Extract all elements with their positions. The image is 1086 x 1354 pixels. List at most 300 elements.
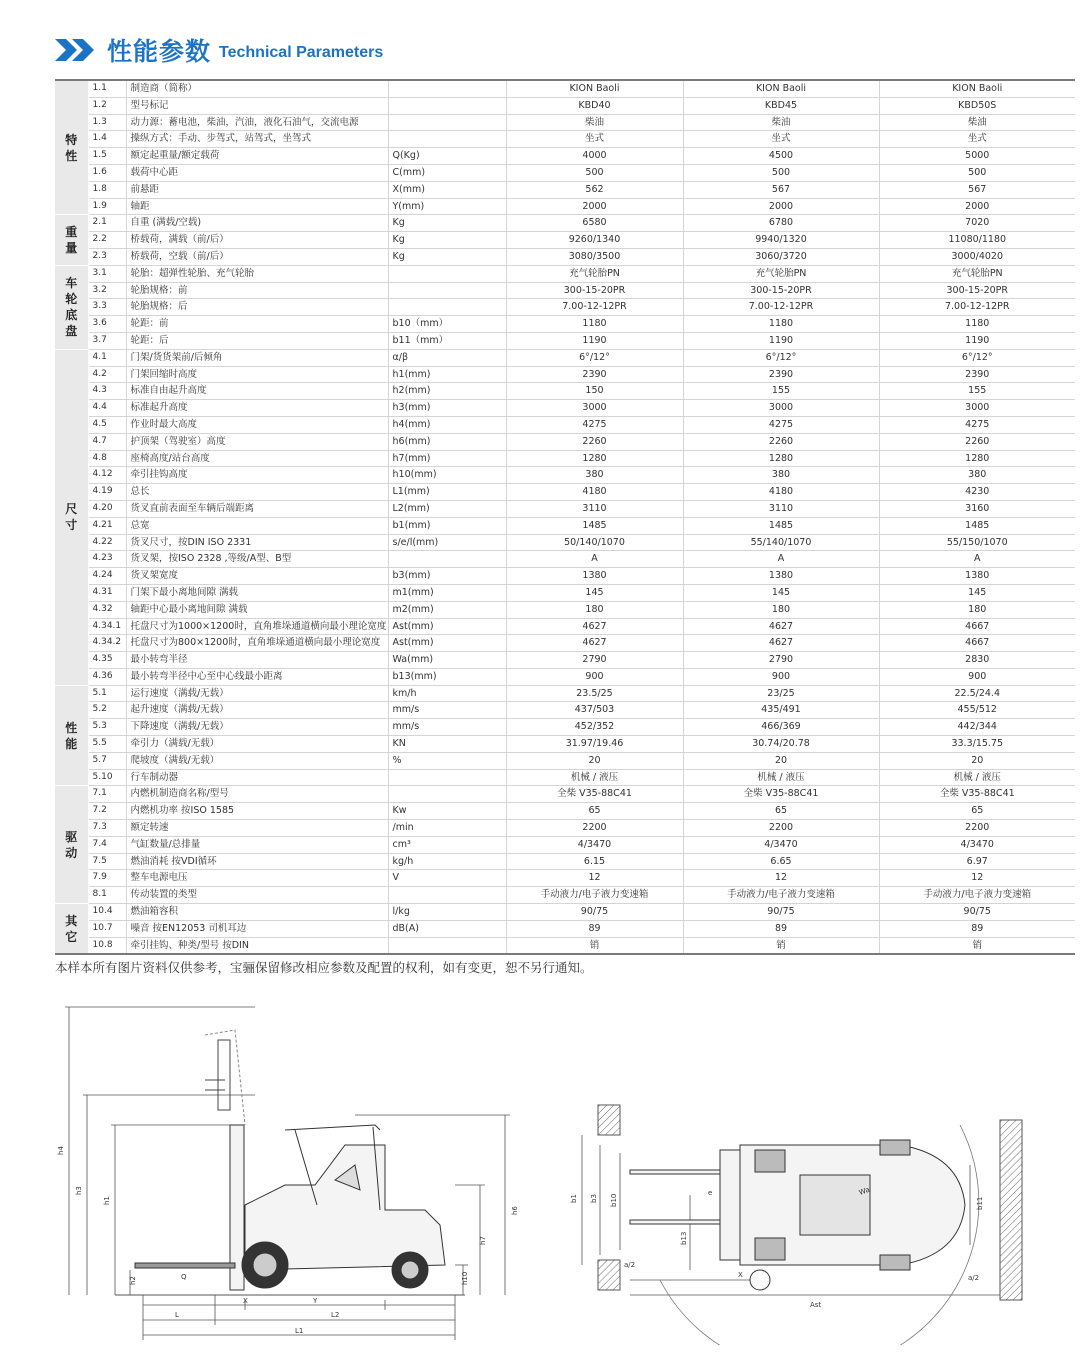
value-kbd45: 坐式 xyxy=(683,131,879,148)
table-row xyxy=(55,652,1075,669)
param-unit: dB(A) xyxy=(388,920,506,937)
param-number: 5.2 xyxy=(88,702,126,719)
value-kbd45: 4/3470 xyxy=(683,836,879,853)
svg-text:X: X xyxy=(738,1271,743,1279)
value-kbd45: 1190 xyxy=(683,332,879,349)
value-kbd50s: 442/344 xyxy=(879,719,1075,736)
value-kbd50s: 11080/1180 xyxy=(879,232,1075,249)
value-kbd50s: 4667 xyxy=(879,635,1075,652)
value-kbd40: 3000 xyxy=(506,400,683,417)
table-row xyxy=(55,601,1075,618)
table-row xyxy=(55,685,1075,702)
table-row xyxy=(55,366,1075,383)
param-number: 7.2 xyxy=(88,803,126,820)
value-kbd45: 6.65 xyxy=(683,853,879,870)
value-kbd40: 437/503 xyxy=(506,702,683,719)
param-description: 门架/货货架前/后倾角 xyxy=(126,349,388,366)
param-number: 4.36 xyxy=(88,668,126,685)
svg-text:Ast: Ast xyxy=(810,1301,822,1309)
table-row xyxy=(55,467,1075,484)
param-number: 2.3 xyxy=(88,248,126,265)
param-unit: h7(mm) xyxy=(388,450,506,467)
table-row xyxy=(55,517,1075,534)
param-number: 4.35 xyxy=(88,652,126,669)
value-kbd50s: 90/75 xyxy=(879,904,1075,921)
param-number: 7.3 xyxy=(88,820,126,837)
param-unit xyxy=(388,114,506,131)
param-description: 燃油箱容积 xyxy=(126,904,388,921)
value-kbd45: 3110 xyxy=(683,500,879,517)
value-kbd45: 4500 xyxy=(683,148,879,165)
svg-text:h3: h3 xyxy=(75,1186,83,1195)
table-row xyxy=(55,769,1075,786)
param-description: 自重 (满载/空载) xyxy=(126,215,388,232)
value-kbd50s: 300-15-20PR xyxy=(879,282,1075,299)
value-kbd50s: KION Baoli xyxy=(879,80,1075,97)
table-row xyxy=(55,635,1075,652)
value-kbd40: 坐式 xyxy=(506,131,683,148)
value-kbd45: 全柴 V35-88C41 xyxy=(683,786,879,803)
param-description: 托盘尺寸为800×1200时，直角堆垛通道横向最小理论宽度 xyxy=(126,635,388,652)
value-kbd45: 55/140/1070 xyxy=(683,534,879,551)
param-number: 10.8 xyxy=(88,937,126,954)
top-view-drawing xyxy=(560,1095,1030,1345)
svg-text:h6: h6 xyxy=(511,1206,519,1215)
value-kbd45: 2200 xyxy=(683,820,879,837)
value-kbd40: 机械 / 液压 xyxy=(506,769,683,786)
value-kbd45: 2260 xyxy=(683,433,879,450)
table-row xyxy=(55,870,1075,887)
value-kbd50s: 2260 xyxy=(879,433,1075,450)
table-row xyxy=(55,937,1075,954)
value-kbd50s: 坐式 xyxy=(879,131,1075,148)
param-description: 起升速度（满载/无载） xyxy=(126,702,388,719)
param-description: 货叉架，按ISO 2328 ,等级/A型、B型 xyxy=(126,551,388,568)
value-kbd45: 4627 xyxy=(683,635,879,652)
value-kbd40: 2000 xyxy=(506,198,683,215)
param-unit: % xyxy=(388,752,506,769)
value-kbd40: 1485 xyxy=(506,517,683,534)
value-kbd45: 3000 xyxy=(683,400,879,417)
value-kbd45: 155 xyxy=(683,383,879,400)
param-description: 轮胎规格：后 xyxy=(126,299,388,316)
param-unit: Q(Kg) xyxy=(388,148,506,165)
param-number: 7.5 xyxy=(88,853,126,870)
param-unit: b3(mm) xyxy=(388,568,506,585)
param-number: 1.4 xyxy=(88,131,126,148)
side-view-drawing xyxy=(55,995,545,1350)
value-kbd50s: 7.00-12-12PR xyxy=(879,299,1075,316)
svg-text:b11: b11 xyxy=(976,1196,984,1210)
value-kbd40: 3110 xyxy=(506,500,683,517)
param-description: 动力源：蓄电池，柴油，汽油，液化石油气，交流电源 xyxy=(126,114,388,131)
param-description: 货叉尺寸，按DIN ISO 2331 xyxy=(126,534,388,551)
table-row xyxy=(55,248,1075,265)
group-label-text: 特性 xyxy=(65,132,78,163)
value-kbd45: 23/25 xyxy=(683,685,879,702)
param-description: 托盘尺寸为1000×1200时，直角堆垛通道横向最小理论宽度 xyxy=(126,618,388,635)
table-row xyxy=(55,568,1075,585)
value-kbd45: 4275 xyxy=(683,416,879,433)
svg-text:Q: Q xyxy=(181,1273,187,1281)
param-description: 前悬距 xyxy=(126,181,388,198)
value-kbd40: 145 xyxy=(506,584,683,601)
param-unit xyxy=(388,265,506,282)
value-kbd50s: 2830 xyxy=(879,652,1075,669)
param-number: 3.7 xyxy=(88,332,126,349)
param-description: 行车制动器 xyxy=(126,769,388,786)
svg-text:L1: L1 xyxy=(295,1327,304,1335)
value-kbd50s: 1485 xyxy=(879,517,1075,534)
param-description: 门架回缩时高度 xyxy=(126,366,388,383)
param-number: 4.34.2 xyxy=(88,635,126,652)
svg-text:X: X xyxy=(243,1297,248,1305)
param-number: 5.1 xyxy=(88,685,126,702)
group-label-text: 其它 xyxy=(65,913,78,944)
value-kbd50s: 567 xyxy=(879,181,1075,198)
param-unit: h2(mm) xyxy=(388,383,506,400)
value-kbd50s: 155 xyxy=(879,383,1075,400)
table-row xyxy=(55,803,1075,820)
param-unit: Kg xyxy=(388,248,506,265)
value-kbd40: 50/140/1070 xyxy=(506,534,683,551)
value-kbd45: 466/369 xyxy=(683,719,879,736)
value-kbd50s: 89 xyxy=(879,920,1075,937)
value-kbd50s: 20 xyxy=(879,752,1075,769)
value-kbd45: 30.74/20.78 xyxy=(683,736,879,753)
param-number: 3.2 xyxy=(88,282,126,299)
svg-text:L: L xyxy=(175,1311,179,1319)
table-row xyxy=(55,484,1075,501)
value-kbd45: 6780 xyxy=(683,215,879,232)
value-kbd40: 452/352 xyxy=(506,719,683,736)
param-number: 1.8 xyxy=(88,181,126,198)
param-unit: L1(mm) xyxy=(388,484,506,501)
group-label-text: 重量 xyxy=(65,225,78,256)
table-row xyxy=(55,887,1075,904)
param-number: 8.1 xyxy=(88,887,126,904)
group-label-text: 车轮底盘 xyxy=(65,276,78,339)
svg-text:Y: Y xyxy=(313,1297,318,1305)
svg-text:a/2: a/2 xyxy=(624,1261,636,1269)
svg-text:b10: b10 xyxy=(610,1193,618,1207)
value-kbd40: 20 xyxy=(506,752,683,769)
param-description: 额定起重量/额定载荷 xyxy=(126,148,388,165)
value-kbd50s: 3160 xyxy=(879,500,1075,517)
value-kbd45: 12 xyxy=(683,870,879,887)
value-kbd40: 150 xyxy=(506,383,683,400)
value-kbd45: 3060/3720 xyxy=(683,248,879,265)
param-description: 型号标记 xyxy=(126,97,388,114)
param-number: 3.6 xyxy=(88,316,126,333)
value-kbd50s: 全柴 V35-88C41 xyxy=(879,786,1075,803)
value-kbd50s: 销 xyxy=(879,937,1075,954)
value-kbd40: 1380 xyxy=(506,568,683,585)
param-description: 护顶架（驾驶室）高度 xyxy=(126,433,388,450)
value-kbd45: 1380 xyxy=(683,568,879,585)
value-kbd45: 2000 xyxy=(683,198,879,215)
svg-text:b3: b3 xyxy=(590,1194,598,1203)
value-kbd40: 2200 xyxy=(506,820,683,837)
table-row xyxy=(55,668,1075,685)
param-number: 4.8 xyxy=(88,450,126,467)
value-kbd45: 500 xyxy=(683,164,879,181)
param-description: 门架下最小离地间隙 满载 xyxy=(126,584,388,601)
table-row xyxy=(55,332,1075,349)
svg-text:L2: L2 xyxy=(331,1311,340,1319)
table-row xyxy=(55,416,1075,433)
value-kbd40: 90/75 xyxy=(506,904,683,921)
value-kbd50s: 4/3470 xyxy=(879,836,1075,853)
value-kbd40: 31.97/19.46 xyxy=(506,736,683,753)
value-kbd40: 380 xyxy=(506,467,683,484)
table-row xyxy=(55,198,1075,215)
param-unit: cm³ xyxy=(388,836,506,853)
table-row xyxy=(55,702,1075,719)
value-kbd45: KBD45 xyxy=(683,97,879,114)
param-unit: b10（mm） xyxy=(388,316,506,333)
value-kbd50s: 柴油 xyxy=(879,114,1075,131)
param-number: 3.3 xyxy=(88,299,126,316)
param-unit: m2(mm) xyxy=(388,601,506,618)
value-kbd40: 3080/3500 xyxy=(506,248,683,265)
param-description: 内燃机制造商名称/型号 xyxy=(126,786,388,803)
section-header xyxy=(55,34,383,66)
param-unit: m1(mm) xyxy=(388,584,506,601)
value-kbd50s: 机械 / 液压 xyxy=(879,769,1075,786)
value-kbd40: 89 xyxy=(506,920,683,937)
param-unit xyxy=(388,551,506,568)
param-unit: h3(mm) xyxy=(388,400,506,417)
param-unit: α/β xyxy=(388,349,506,366)
svg-text:a/2: a/2 xyxy=(968,1274,980,1282)
value-kbd45: 充气轮胎PN xyxy=(683,265,879,282)
value-kbd50s: 1280 xyxy=(879,450,1075,467)
param-number: 4.1 xyxy=(88,349,126,366)
param-description: 运行速度（满载/无载） xyxy=(126,685,388,702)
table-row xyxy=(55,383,1075,400)
param-number: 1.6 xyxy=(88,164,126,181)
param-description: 桥载荷，满载（前/后） xyxy=(126,232,388,249)
table-row xyxy=(55,299,1075,316)
param-number: 4.19 xyxy=(88,484,126,501)
param-description: 牵引挂钩、种类/型号 按DIN xyxy=(126,937,388,954)
param-unit xyxy=(388,299,506,316)
value-kbd40: 562 xyxy=(506,181,683,198)
param-number: 10.4 xyxy=(88,904,126,921)
value-kbd45: 4627 xyxy=(683,618,879,635)
value-kbd40: KION Baoli xyxy=(506,80,683,97)
table-row xyxy=(55,349,1075,366)
table-row xyxy=(55,131,1075,148)
param-description: 气缸数量/总排量 xyxy=(126,836,388,853)
value-kbd45: 180 xyxy=(683,601,879,618)
value-kbd40: 2390 xyxy=(506,366,683,383)
table-row xyxy=(55,400,1075,417)
param-number: 5.7 xyxy=(88,752,126,769)
table-row xyxy=(55,114,1075,131)
value-kbd50s: 180 xyxy=(879,601,1075,618)
group-label xyxy=(55,904,88,955)
param-unit: V xyxy=(388,870,506,887)
value-kbd40: 9260/1340 xyxy=(506,232,683,249)
value-kbd40: 2260 xyxy=(506,433,683,450)
param-unit: Y(mm) xyxy=(388,198,506,215)
table-row xyxy=(55,80,1075,97)
svg-text:e: e xyxy=(708,1189,713,1197)
value-kbd45: A xyxy=(683,551,879,568)
param-description: 内燃机功率 按ISO 1585 xyxy=(126,803,388,820)
param-description: 货叉直前表面至车辆后端距离 xyxy=(126,500,388,517)
table-row xyxy=(55,232,1075,249)
param-number: 1.1 xyxy=(88,80,126,97)
group-label xyxy=(55,80,88,215)
value-kbd45: 89 xyxy=(683,920,879,937)
param-description: 整车电源电压 xyxy=(126,870,388,887)
param-unit: KN xyxy=(388,736,506,753)
table-row xyxy=(55,97,1075,114)
param-unit: X(mm) xyxy=(388,181,506,198)
param-number: 7.4 xyxy=(88,836,126,853)
disclaimer-note: 本样本所有图片资料仅供参考，宝骊保留修改相应参数及配置的权利，如有变更，恕不另行通知。 xyxy=(55,960,593,975)
param-description: 下降速度（满载/无载） xyxy=(126,719,388,736)
group-label xyxy=(55,685,88,786)
table-row xyxy=(55,148,1075,165)
param-unit: Wa(mm) xyxy=(388,652,506,669)
value-kbd45: 4180 xyxy=(683,484,879,501)
param-description: 货叉架宽度 xyxy=(126,568,388,585)
value-kbd40: 12 xyxy=(506,870,683,887)
value-kbd50s: KBD50S xyxy=(879,97,1075,114)
param-description: 最小转弯半径 xyxy=(126,652,388,669)
param-unit: Ast(mm) xyxy=(388,618,506,635)
table-row xyxy=(55,853,1075,870)
value-kbd45: 机械 / 液压 xyxy=(683,769,879,786)
value-kbd50s: 500 xyxy=(879,164,1075,181)
param-description: 噪音 按EN12053 司机耳边 xyxy=(126,920,388,937)
value-kbd45: 900 xyxy=(683,668,879,685)
table-row xyxy=(55,719,1075,736)
param-unit: L2(mm) xyxy=(388,500,506,517)
value-kbd40: 全柴 V35-88C41 xyxy=(506,786,683,803)
param-description: 总宽 xyxy=(126,517,388,534)
table-row xyxy=(55,164,1075,181)
value-kbd50s: 4667 xyxy=(879,618,1075,635)
svg-text:h4: h4 xyxy=(57,1146,65,1155)
param-unit: h4(mm) xyxy=(388,416,506,433)
param-number: 1.5 xyxy=(88,148,126,165)
param-number: 1.3 xyxy=(88,114,126,131)
param-number: 5.3 xyxy=(88,719,126,736)
value-kbd40: 7.00-12-12PR xyxy=(506,299,683,316)
param-description: 标准起升高度 xyxy=(126,400,388,417)
param-number: 1.2 xyxy=(88,97,126,114)
param-unit xyxy=(388,80,506,97)
param-number: 4.5 xyxy=(88,416,126,433)
value-kbd50s: 12 xyxy=(879,870,1075,887)
param-unit: b11（mm） xyxy=(388,332,506,349)
value-kbd40: 充气轮胎PN xyxy=(506,265,683,282)
param-number: 4.7 xyxy=(88,433,126,450)
param-number: 4.3 xyxy=(88,383,126,400)
param-unit: h1(mm) xyxy=(388,366,506,383)
value-kbd45: 手动液力/电子液力变速箱 xyxy=(683,887,879,904)
value-kbd40: 4180 xyxy=(506,484,683,501)
param-unit: Kg xyxy=(388,215,506,232)
value-kbd50s: 380 xyxy=(879,467,1075,484)
value-kbd45: 300-15-20PR xyxy=(683,282,879,299)
param-description: 总长 xyxy=(126,484,388,501)
param-unit: km/h xyxy=(388,685,506,702)
value-kbd45: 567 xyxy=(683,181,879,198)
value-kbd45: KION Baoli xyxy=(683,80,879,97)
table-row xyxy=(55,836,1075,853)
table-row xyxy=(55,904,1075,921)
table-row xyxy=(55,551,1075,568)
param-number: 4.34.1 xyxy=(88,618,126,635)
param-unit: Kw xyxy=(388,803,506,820)
value-kbd50s: 手动液力/电子液力变速箱 xyxy=(879,887,1075,904)
value-kbd50s: 145 xyxy=(879,584,1075,601)
table-row xyxy=(55,282,1075,299)
value-kbd40: 4627 xyxy=(506,618,683,635)
value-kbd45: 20 xyxy=(683,752,879,769)
table-row xyxy=(55,820,1075,837)
value-kbd40: 4000 xyxy=(506,148,683,165)
value-kbd40: KBD40 xyxy=(506,97,683,114)
param-description: 轮距：前 xyxy=(126,316,388,333)
param-description: 轴距中心最小离地间隙 满载 xyxy=(126,601,388,618)
value-kbd45: 145 xyxy=(683,584,879,601)
page-title-cn: 性能参数 xyxy=(107,37,212,66)
param-number: 2.2 xyxy=(88,232,126,249)
value-kbd40: 手动液力/电子液力变速箱 xyxy=(506,887,683,904)
param-unit: kg/h xyxy=(388,853,506,870)
param-description: 桥载荷，空载（前/后） xyxy=(126,248,388,265)
value-kbd40: 300-15-20PR xyxy=(506,282,683,299)
param-unit xyxy=(388,282,506,299)
value-kbd45: 1180 xyxy=(683,316,879,333)
param-unit: h6(mm) xyxy=(388,433,506,450)
param-description: 爬坡度（满载/无载） xyxy=(126,752,388,769)
value-kbd40: 500 xyxy=(506,164,683,181)
table-row xyxy=(55,786,1075,803)
value-kbd45: 2790 xyxy=(683,652,879,669)
param-number: 4.31 xyxy=(88,584,126,601)
param-number: 1.9 xyxy=(88,198,126,215)
value-kbd50s: 充气轮胎PN xyxy=(879,265,1075,282)
param-description: 燃油消耗 按VDI循环 xyxy=(126,853,388,870)
value-kbd40: 1280 xyxy=(506,450,683,467)
param-unit xyxy=(388,937,506,954)
svg-text:Wa: Wa xyxy=(857,1185,871,1197)
param-unit: mm/s xyxy=(388,719,506,736)
value-kbd45: 90/75 xyxy=(683,904,879,921)
group-label-text: 尺寸 xyxy=(65,502,78,533)
value-kbd40: 1190 xyxy=(506,332,683,349)
param-description: 座椅高度/站台高度 xyxy=(126,450,388,467)
table-row xyxy=(55,316,1075,333)
table-row xyxy=(55,584,1075,601)
value-kbd50s: A xyxy=(879,551,1075,568)
table-row xyxy=(55,736,1075,753)
param-unit: C(mm) xyxy=(388,164,506,181)
param-number: 4.20 xyxy=(88,500,126,517)
param-description: 操纵方式：手动、步驾式，站驾式，坐驾式 xyxy=(126,131,388,148)
param-unit xyxy=(388,887,506,904)
value-kbd50s: 455/512 xyxy=(879,702,1075,719)
value-kbd45: 1280 xyxy=(683,450,879,467)
